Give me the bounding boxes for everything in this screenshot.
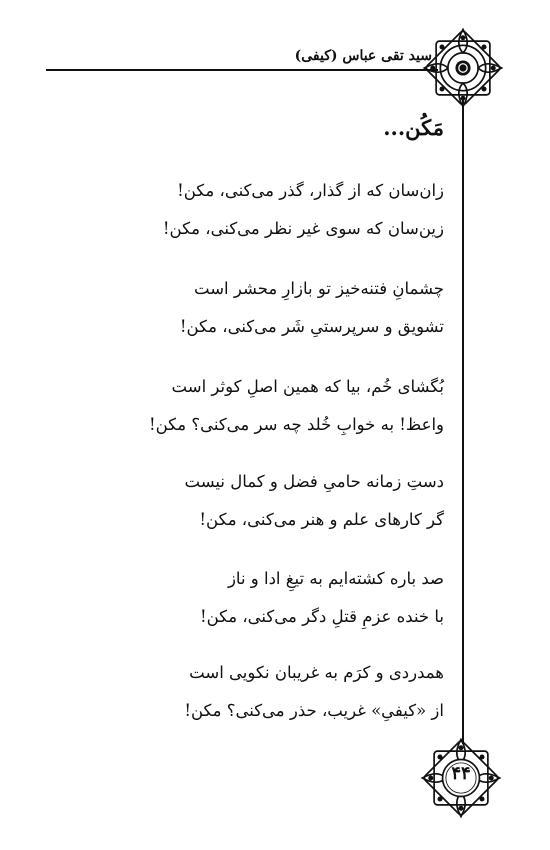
verse-line: از «کیفیِ» غریب، حذر می‌کنی؟ مکن!: [184, 701, 444, 720]
verse-line: صد باره کشته‌ایم به تیغِ ادا و ناز: [227, 569, 444, 588]
rosette-ornament-top: [421, 26, 505, 110]
verse-line: زان‌سان که از گذار، گذر می‌کنی، مکن!: [177, 181, 444, 200]
verse-line: دستِ زمانه حامیِ فضل و کمال نیست: [184, 472, 444, 491]
stanza: [114, 654, 444, 730]
running-head: سید تقی عباس (کیفی): [294, 48, 432, 64]
verse-line: با خنده عزمِ قتلِ دگر می‌کنی، مکن!: [199, 607, 444, 626]
verse-line: چشمانِ فتنه‌خیز تو بازارِ محشر است: [194, 279, 444, 298]
stanza: [114, 463, 444, 539]
stanza: [114, 368, 444, 444]
verse-line: تشویق و سرپرستیِ شَر می‌کنی، مکن!: [179, 317, 444, 336]
verse-line: واعظ! به خوابِ خُلد چه سر می‌کنی؟ مکن!: [148, 415, 444, 434]
margin-rule: [462, 100, 464, 744]
stanza: [114, 172, 444, 248]
verse-line: زین‌سان که سوی غیر نظر می‌کنی، مکن!: [162, 219, 444, 238]
poem-title: مَکُن...: [383, 115, 444, 140]
verse-line: گر کارهای علم و هنر می‌کنی، مکن!: [199, 510, 444, 529]
verse-line: بُگشای خُم، بیا که همین اصلِ کوثر است: [171, 377, 444, 396]
page-number: ۴۴: [451, 763, 471, 784]
header-rule: [46, 69, 438, 71]
stanza: [114, 560, 444, 636]
stanza: [114, 270, 444, 346]
verse-line: همدردی و کرَم به غریبان نکویی است: [189, 663, 444, 682]
